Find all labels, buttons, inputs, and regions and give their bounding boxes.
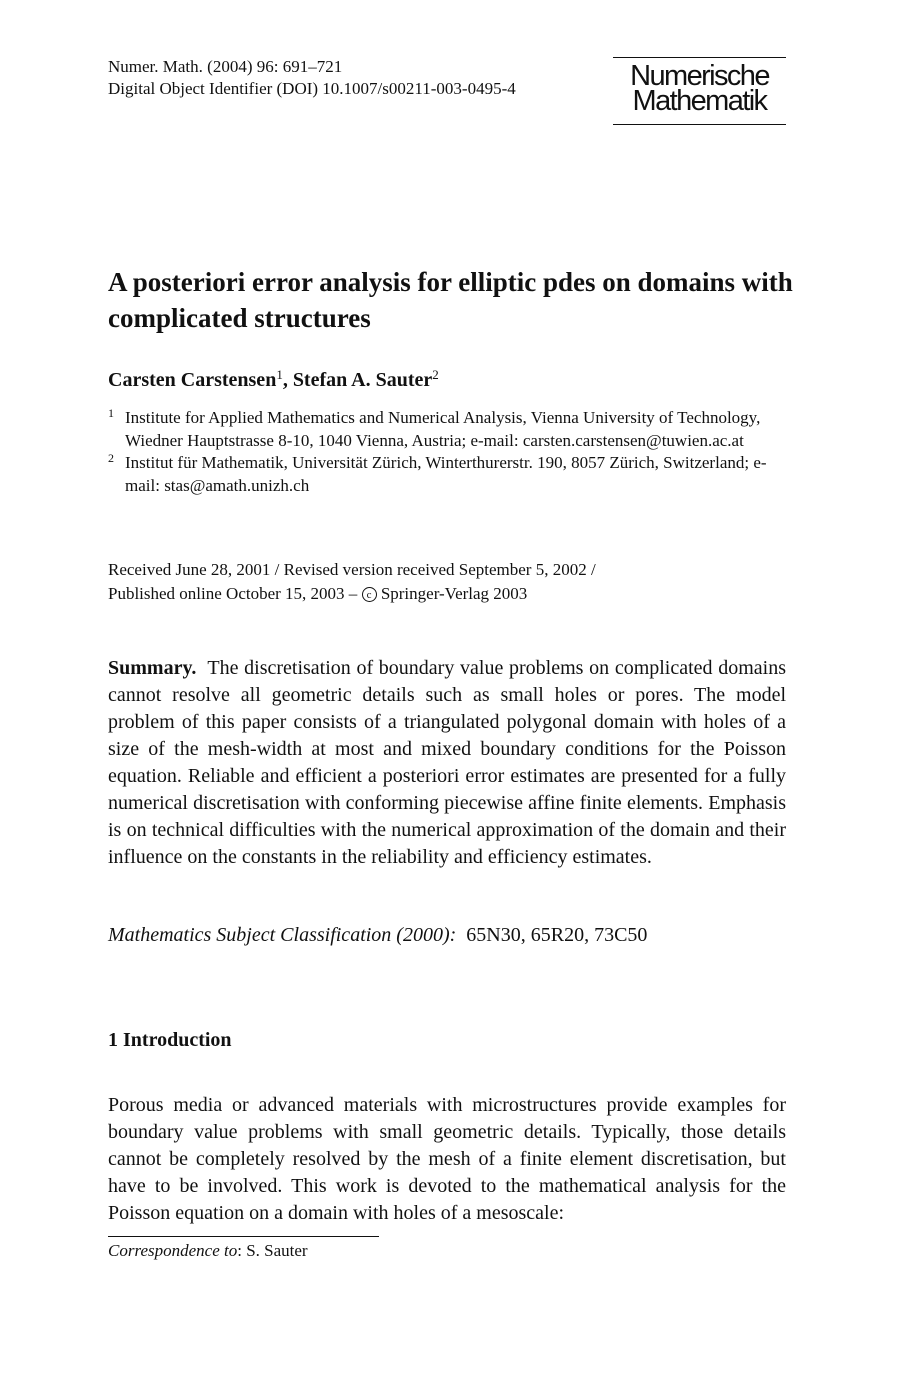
footnote-label: Correspondence to: [108, 1241, 238, 1260]
paper-title: A posteriori error analysis for elliptic pdes on domains with complicated structures: [108, 267, 793, 333]
introduction-paragraph: Porous media or advanced materials with microstructures provide examples for boundary value problems with small geometric details. Typically, those details cannot be completely resolved by the mesh of a finite element discretisation, but have to be involved. This work is devoted to the mathematical analysis for the Poisson equation on a domain with holes of a mesoscale:: [108, 1094, 786, 1224]
affiliation-item: [108, 452, 788, 497]
published-line: [108, 582, 596, 606]
author-affiliation-mark: 1: [276, 367, 283, 382]
journal-logo: [613, 57, 786, 125]
copyright-icon: c: [362, 587, 377, 602]
abstract-label: Summary.: [108, 657, 197, 679]
affiliation-text: Institut für Mathematik, Universität Zürich, Winterthurerstr. 190, 8057 Zürich, Switzerland; e-mail: stas@amath.unizh.ch: [125, 453, 767, 495]
affiliation-list: [108, 407, 788, 497]
author-list: [108, 367, 439, 393]
correspondence-footnote: [108, 1240, 308, 1262]
section-heading: 1 Introduction: [108, 1029, 232, 1051]
abstract: [108, 655, 786, 871]
affiliation-text: Institute for Applied Mathematics and Numerical Analysis, Vienna University of Technology, Wiedner Hauptstrasse 8-10, 1040 Vienna, Austria; e-mail: carsten.carstensen@tuwien.ac.at: [125, 408, 761, 450]
author-name: Stefan A. Sauter: [292, 369, 433, 391]
author-affiliation-mark: 2: [432, 367, 439, 382]
subject-classification: [108, 922, 647, 949]
received-line: Received June 28, 2001 / Revised version received September 5, 2002 /: [108, 560, 596, 579]
affiliation-mark: 2: [108, 451, 114, 465]
abstract-text: The discretisation of boundary value problems on complicated domains cannot resolve all geometric details such as small holes or pores. The model problem of this paper consists of a triangulated polygonal domain with holes of a size of the mesh-width at most and mixed boundary conditions for the Poisson equation. Reliable and efficient a posteriori error estimates are presented for a fully numerical discretisation with conforming piecewise affine finite elements. Emphasis is on technical difficulties with the numerical approximation of the domain and their influence on the constants in the reliability and efficiency estimates.: [108, 657, 787, 868]
affiliation-item: [108, 407, 788, 452]
header-citation-block: [108, 56, 516, 100]
doi-line: Digital Object Identifier (DOI) 10.1007/s00211-003-0495-4: [108, 79, 516, 98]
author-name: Carsten Carstensen: [108, 369, 277, 391]
published-prefix: Published online October 15, 2003 –: [108, 584, 362, 603]
author-separator: ,: [282, 369, 293, 391]
journal-logo-line2: Mathematik: [632, 85, 767, 117]
affiliation-mark: 1: [108, 406, 114, 420]
journal-logo-line1: Numerische: [630, 60, 769, 92]
msc-codes: 65N30, 65R20, 73C50: [466, 924, 648, 946]
journal-citation: Numer. Math. (2004) 96: 691–721: [108, 57, 343, 76]
footnote-divider: [108, 1236, 379, 1237]
msc-label: Mathematics Subject Classification (2000):: [108, 924, 457, 946]
publisher-text: Springer-Verlag 2003: [376, 584, 528, 603]
publication-history: [108, 558, 596, 606]
footnote-text: : S. Sauter: [237, 1241, 308, 1260]
